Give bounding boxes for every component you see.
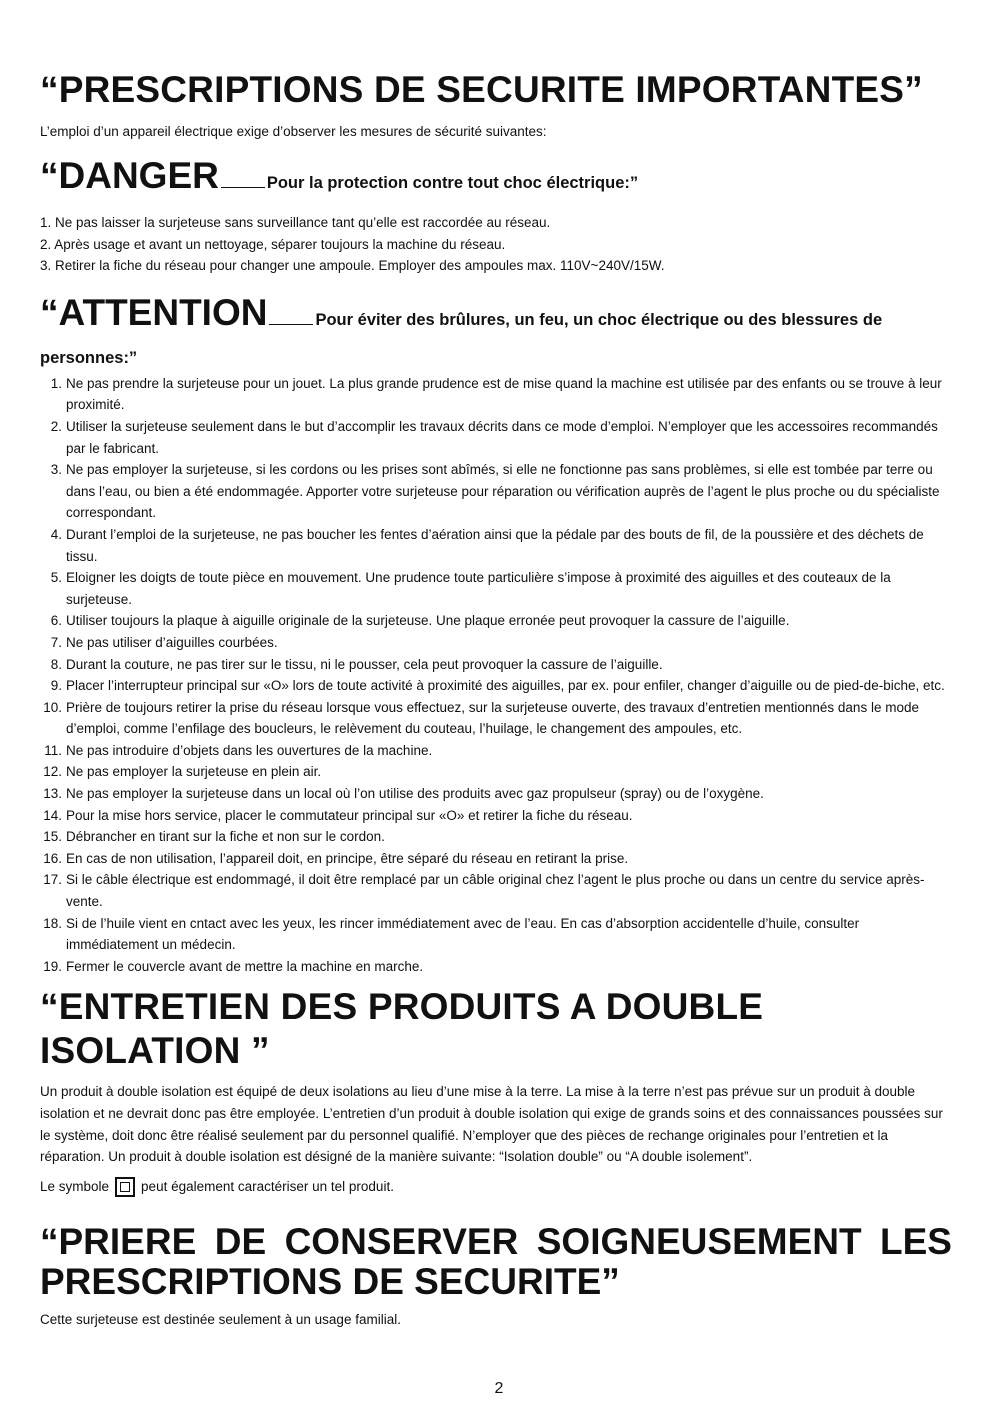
list-item — [40, 567, 952, 610]
attention-heading: “ATTENTION — [40, 291, 268, 333]
list-item-text: Si le câble électrique est endommagé, il doit être remplacé par un câble original chez l’agent le plus proche ou dans un centre du service après-vente. — [66, 872, 925, 910]
danger-heading: “DANGER — [40, 155, 219, 196]
attention-list — [40, 373, 952, 978]
heading-rule — [269, 324, 313, 325]
list-item — [40, 848, 952, 870]
danger-list — [40, 212, 952, 277]
list-item-number: 6. — [50, 613, 62, 629]
list-item-number: 12. — [43, 764, 62, 780]
list-item-number: 14. — [43, 807, 62, 823]
list-item-text: Ne pas employer la surjeteuse, si les cordons ou les prises sont abîmés, si elle ne fonctionne pas sans problèmes, si elle est tombée par terre ou dans l’eau, ou bien a été endommagée. Apporter votre surjeteuse pour réparation ou vérification auprès de l’agent le plus proche ou du spécialiste correspondant. — [66, 462, 940, 521]
list-item-number: 11. — [44, 742, 62, 758]
list-item-text: En cas de non utilisation, l’appareil doit, en principe, être séparé du réseau en retirant la prise. — [66, 850, 629, 866]
list-item-number: 13. — [43, 786, 62, 802]
list-item-text: Durant la couture, ne pas tirer sur le tissu, ni le pousser, cela peut provoquer la cassure de l’aiguille. — [66, 656, 663, 672]
danger-heading-row — [40, 154, 952, 206]
list-item-text: Durant l’emploi de la surjeteuse, ne pas boucher les fentes d’aération ainsi que la pédale par des bouts de fil, de la poussière et des déchets de tissu. — [66, 526, 924, 564]
list-item-number: 2. — [50, 418, 62, 434]
list-item-text: Fermer le couvercle avant de mettre la machine en marche. — [66, 958, 424, 974]
list-item — [40, 610, 952, 632]
list-item — [40, 740, 952, 762]
double-insulation-icon — [115, 1177, 135, 1197]
list-item — [40, 632, 952, 654]
list-item — [40, 524, 952, 567]
list-item-text: Ne pas introduire d’objets dans les ouvertures de la machine. — [66, 742, 433, 758]
list-item-number: 4. — [50, 526, 62, 542]
intro-text: L’emploi d’un appareil électrique exige d’observer les mesures de sécurité suivantes: — [40, 124, 547, 139]
attention-subheading: Pour éviter des brûlures, un feu, un choc électrique ou des blessures de — [315, 310, 883, 329]
list-item-number: 16. — [43, 850, 62, 866]
list-item — [40, 373, 952, 416]
symbol-text-before: Le symbole — [40, 1178, 110, 1194]
list-item — [40, 869, 952, 912]
list-item-number: 3. — [50, 462, 62, 478]
list-item-number: 19. — [43, 958, 62, 974]
danger-subheading: Pour la protection contre tout choc électrique:” — [266, 174, 639, 192]
document-page — [40, 68, 952, 1330]
list-item-number: 5. — [50, 570, 62, 586]
symbol-text-after: peut également caractériser un tel produit. — [141, 1178, 394, 1194]
list-item-text: Ne pas employer la surjeteuse dans un local où l’on utilise des produits avec gaz propulseur (spray) ou de l’oxygène. — [66, 786, 764, 802]
list-item — [40, 654, 952, 676]
list-item-text: Eloigner les doigts de toute pièce en mouvement. Une prudence toute particulière s’impose à proximité des aiguilles et des couteaux de la surjeteuse. — [66, 570, 891, 607]
list-item-text: Ne pas employer la surjeteuse en plein air. — [66, 764, 322, 780]
list-item — [40, 697, 952, 740]
list-item-number: 15. — [43, 829, 62, 845]
heading-rule — [221, 187, 265, 188]
list-item — [40, 805, 952, 827]
list-item-text: Utiliser toujours la plaque à aiguille originale de la surjeteuse. Une plaque erronée peut provoquer la cassure de l’aiguille. — [66, 613, 790, 629]
list-item — [40, 761, 952, 783]
list-item: 2. Après usage et avant un nettoyage, séparer toujours la machine du réseau. — [40, 236, 506, 252]
symbol-row — [40, 1174, 952, 1200]
list-item-text: Prière de toujours retirer la prise du réseau lorsque vous effectuez, sur la surjeteuse ouverte, des travaux d’entretien mentionnés dans le mode d’emploi, comme l’enfilage des boucleurs, le relèvement du couteau, l’huilage, le changement des ampoules, etc. — [66, 699, 919, 737]
list-item — [40, 913, 952, 956]
list-item-text: Ne pas utiliser d’aiguilles courbées. — [66, 634, 278, 650]
list-item-number: 10. — [43, 699, 62, 715]
attention-subheading-continued: personnes:” — [40, 348, 138, 367]
list-item — [40, 826, 952, 848]
list-item-number: 1. — [50, 375, 62, 391]
conserver-text: Cette surjeteuse est destinée seulement à un usage familial. — [40, 1311, 401, 1327]
list-item — [40, 956, 952, 978]
list-item — [40, 416, 952, 459]
list-item — [40, 459, 952, 524]
conserver-heading: “PRIERE DE CONSERVER SOIGNEUSEMENT LES PRESCRIPTIONS DE SECURITE” — [40, 1220, 952, 1302]
list-item-text: Pour la mise hors service, placer le commutateur principal sur «O» et retirer la fiche du réseau. — [66, 807, 633, 823]
list-item-number: 18. — [43, 915, 62, 931]
list-item-number: 9. — [50, 678, 62, 694]
main-title: “PRESCRIPTIONS DE SECURITE IMPORTANTES” — [40, 69, 923, 110]
list-item: 1. Ne pas laisser la surjeteuse sans surveillance tant qu’elle est raccordée au réseau. — [40, 215, 551, 230]
list-item-text: Débrancher en tirant sur la fiche et non sur le cordon. — [66, 829, 385, 845]
list-item-number: 17. — [43, 872, 62, 888]
page-number: 2 — [494, 1380, 504, 1397]
list-item: 3. Retirer la fiche du réseau pour changer une ampoule. Employer des ampoules max. 110V~240V/15W. — [40, 258, 665, 274]
list-item-text: Si de l’huile vient en cntact avec les yeux, les rincer immédiatement avec de l’eau. En cas d’absorption accidentelle d’huile, consulter immédiatement un médecin. — [66, 915, 860, 953]
entretien-paragraph: Un produit à double isolation est équipé de deux isolations au lieu d’une mise à la terre. La mise à la terre n’est pas prévue sur un produit à double isolation et ne devrait donc pas être employée. L’entretien d’un produit à double isolation qui exige de grands soins et des connaissances poussées sur le système, doit donc être réalisé seulement par du personnel qualifié. N’employer que des pièces de rechange originales pour l’entretien et la réparation. Un produit à double isolation est désigné de la manière suivante: “Isolation double” ou “A double isolement”. — [40, 1084, 943, 1165]
list-item — [40, 675, 952, 697]
list-item-number: 7. — [50, 634, 62, 650]
attention-heading-row — [40, 291, 952, 343]
entretien-heading: “ENTRETIEN DES PRODUITS A DOUBLE ISOLATION ” — [40, 986, 764, 1072]
list-item — [40, 783, 952, 805]
list-item-number: 8. — [50, 656, 62, 672]
list-item-text: Ne pas prendre la surjeteuse pour un jouet. La plus grande prudence est de mise quand la machine est utilisée par des enfants ou se trouve à leur proximité. — [66, 375, 942, 413]
list-item-text: Utiliser la surjeteuse seulement dans le but d’accomplir les travaux décrits dans ce mode d’emploi. N’employer que les accessoires recommandés par le fabricant. — [66, 418, 938, 456]
list-item-text: Placer l’interrupteur principal sur «O» lors de toute activité à proximité des aiguilles, par ex. pour enfiler, changer d’aiguille ou de pied-de-biche, etc. — [66, 678, 945, 694]
